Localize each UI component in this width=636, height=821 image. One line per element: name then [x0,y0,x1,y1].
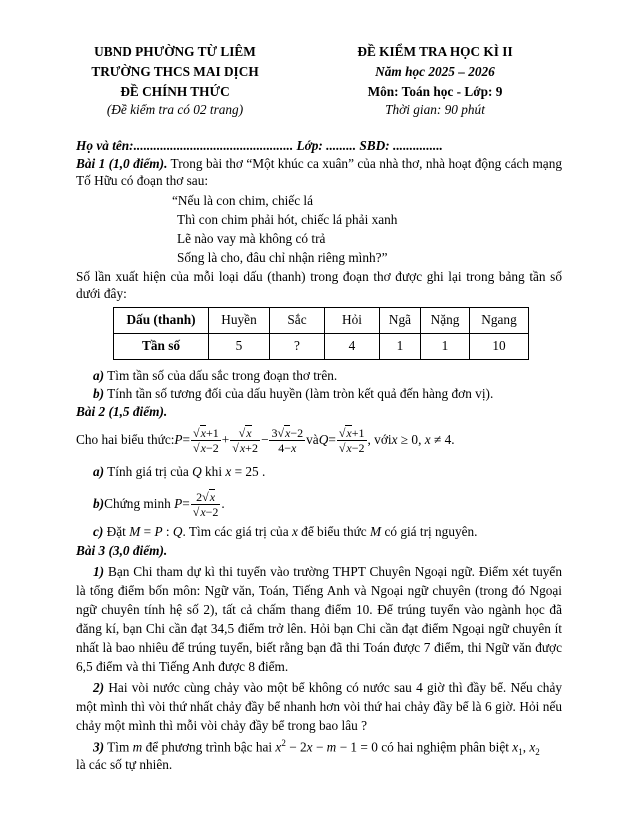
fraction: $\frac{√x}{√x+2}$ [232,425,258,455]
header-time: Thời gian: 90 phút [385,102,485,117]
header-school-year: Năm học 2025 – 2026 [375,64,495,79]
poem-line-3: Lẽ nào vay mà không có trả [177,231,326,246]
bai1-intro: Trong bài thơ “Một khúc ca xuân” của nhà thơ, nhà hoạt động cách mạng Tố Hữu có đoạn thơ sau: [76,156,562,188]
table-cell: 1 [421,334,470,360]
table-cell: Tần số [114,334,209,360]
table-cell: ? [270,334,325,360]
table-header-cell: Sắc [270,308,325,334]
bai3-title: Bài 3 (3,0 điểm). [76,543,168,558]
table-cell: 10 [470,334,529,360]
header-pages-note: (Đề kiểm tra có 02 trang) [106,102,244,117]
bai2-question-c: c) Đặt M = P : Q. Tìm các giá trị của x để biểu thức M có giá trị nguyên. [93,524,478,539]
table-cell: 5 [209,334,270,360]
poem-line-2: Thì con chim phải hót, chiếc lá phải xanh [177,212,398,227]
table-header-cell: Nặng [421,308,470,334]
bai1-desc: Số lần xuất hiện của mỗi loại dấu (thanh) trong đoạn thơ được ghi lại trong bảng tần số dưới đây: [76,269,562,301]
poem-line-4: Sống là cho, đâu chỉ nhận riêng mình?” [177,250,388,265]
table-cell: 4 [325,334,380,360]
header-district: UBND PHƯỜNG TỪ LIÊM [94,44,256,59]
bai2-question-a: a) Tính giá trị của Q khi x = 25 . [93,464,266,479]
header-official: ĐỀ CHÍNH THỨC [120,84,230,99]
fraction: $\frac{√x+1}{√x-2}$ [338,425,365,455]
table-row [114,334,529,360]
bai3-part3: 3) Tìm m để phương trình bậc hai $x^2 - 2x - m - 1 = 0$ có hai nghiệm phân biệt $x_1$, $x_2$ [93,738,540,758]
fraction: $\frac{2√x}{√x-2}$ [192,489,219,519]
bai3-part1: 1) Bạn Chi tham dự kì thi tuyển vào trường THPT Chuyên Ngoại ngữ. Điểm xét tuyển là tổng điểm bốn môn: Ngữ văn, Toán, Tiếng Anh và Ngoại ngữ chuyên (trong đó Ngoại ngữ chuyên tính hệ số 2), tất cả chấm thang điểm 10. Để trúng tuyển vào ngành học đã đăng kí, bạn Chi cần đạt 34,5 điểm trở lên. Hỏi bạn Chi cần đạt điểm Ngoại ngữ chuyên ít nhất là bao nhiêu để trúng tuyển, biết rằng bạn đã thi Toán được 7 điểm, thi Ngữ văn được 6,5 điểm và thi Tiếng Anh được 8 điểm. [76,564,562,674]
student-info-line: Họ và tên:................................................ Lớp: ......... SBD: ............... [76,138,443,153]
bai2-question-b: b) Chứng minh P = $\frac{2√x}{√x-2}$ . [93,489,225,519]
bai1-title: Bài 1 (1,0 điểm). [76,156,168,171]
table-row [114,308,529,334]
table-header-cell: Hỏi [325,308,380,334]
table-header-cell: Dấu (thanh) [114,308,209,334]
header-school: TRƯỜNG THCS MAI DỊCH [91,64,259,79]
bai1-question-b: b) Tính tần số tương đối của dấu huyền (làm tròn kết quả đến hàng đơn vị). [93,386,494,401]
table-header-cell: Ngang [470,308,529,334]
table-header-cell: Ngã [380,308,421,334]
bai3-part2: 2) Hai vòi nước cùng chảy vào một bể không có nước sau 4 giờ thì đầy bể. Nếu chảy một mình thì vòi thứ nhất chảy đầy bể nhanh hơn vòi thứ hai chảy đầy bể là 6 giờ. Hỏi nếu chảy một mình thì mỗi vòi chảy đầy bể trong bao lâu ? [76,680,562,733]
fraction: $\frac{√x+1}{√x-2}$ [193,425,219,455]
bai1-paragraph [76,156,562,189]
header-subject: Môn: Toán học - Lớp: 9 [367,84,503,99]
fraction: $\frac{3√x-2}{4-x}$ [271,425,304,455]
bai2-expressions: Cho hai biểu thức: P = $\frac{√x+1}{√x-2}$ + $\frac{√x}{√x+2}$ − $\frac{3√x-2}{4-x}$ và Q = $\frac{√x+1}{√x-2}$ , với x ≥ 0, x ≠ 4. [76,425,455,455]
bai3-part3-end: là các số tự nhiên. [76,757,173,772]
bai1-question-a: a) Tìm tần số của dấu sắc trong đoạn thơ trên. [93,368,338,383]
bai2-title: Bài 2 (1,5 điểm). [76,404,168,419]
table-cell: 1 [380,334,421,360]
table-header-cell: Huyền [209,308,270,334]
header-exam-title: ĐỀ KIỂM TRA HỌC KÌ II [357,44,513,59]
frequency-table [113,307,529,360]
poem-line-1: “Nếu là con chim, chiếc lá [172,193,314,208]
